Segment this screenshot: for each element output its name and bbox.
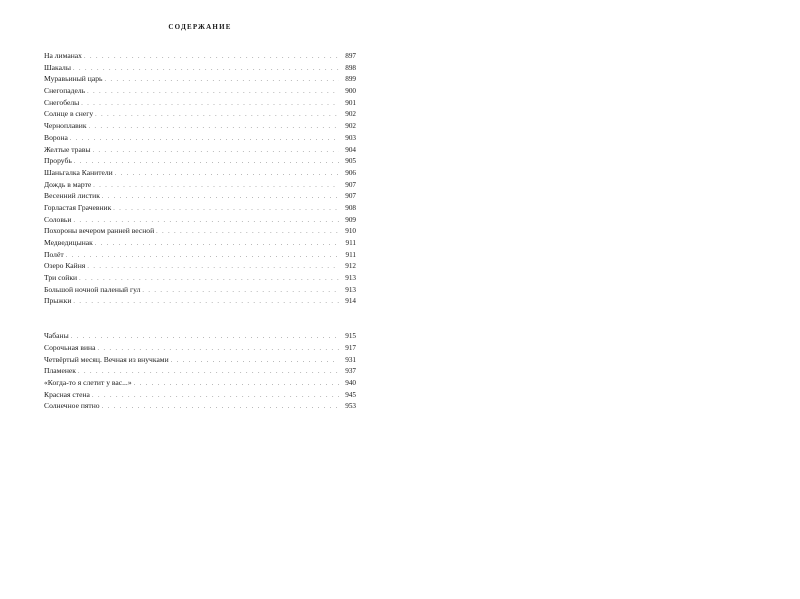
toc-entry-title: Шакалы [44,62,71,72]
toc-entry-page-number: 907 [345,192,356,201]
toc-entry-page-number: 915 [345,332,356,341]
toc-entry-page-number: 899 [345,75,356,84]
toc-entry-title: Похороны вечером ранней весной [44,226,155,236]
dot-leader [81,99,339,111]
dot-leader [70,134,339,146]
toc-entry[interactable] [44,179,356,191]
toc-entry-page-number: 909 [345,215,356,224]
dot-leader [102,192,339,204]
toc-entry-page-number: 917 [345,343,356,352]
toc-entry[interactable] [44,50,356,62]
toc-entry-page-number: 906 [345,168,356,177]
dot-leader [87,262,339,274]
toc-entry-title: Снегопадель [44,86,86,96]
toc-entry-title: Чабаны [44,331,69,341]
toc-entry[interactable] [44,354,356,366]
toc-entry[interactable] [44,155,356,167]
toc-entry-title: Весенний листик [44,191,100,201]
toc-entry-page-number: 913 [345,285,356,294]
toc-entry-page-number: 913 [345,274,356,283]
toc-entry-title: Полёт [44,249,64,259]
toc-entry-page-number: 911 [345,239,356,247]
toc-entry-title: Большой ночной паленый гул [44,284,141,294]
dot-leader [73,297,339,309]
toc-entry[interactable] [44,249,356,261]
toc-entry-title: Шаньгалка Канители [44,167,113,177]
toc-entry[interactable] [44,202,356,214]
toc-entry-title: Четвёртый месяц. Вечная из внучками [44,354,169,364]
toc-entry[interactable] [44,108,356,120]
dot-leader [71,332,339,344]
toc-entry-title: Прыжки [44,296,72,306]
dot-leader [92,391,339,403]
toc-entry[interactable] [44,389,356,401]
toc-entry[interactable] [44,190,356,202]
toc-entry-page-number: 904 [345,145,356,154]
dot-leader [171,356,339,368]
toc-entry[interactable] [44,167,356,179]
dot-leader [84,52,339,64]
toc-entry-title: Красная стена [44,389,90,399]
toc-entry-title: Соловьи [44,214,72,224]
toc-entry-page-number: 911 [345,250,356,259]
dot-leader [93,181,339,193]
dot-leader [104,75,339,87]
toc-entry-title: Пламенек [44,366,76,376]
toc-entry-page-number: 940 [345,378,356,387]
toc-group [44,50,356,307]
toc-entry[interactable] [44,85,356,97]
dot-leader [115,169,339,181]
toc-entry-page-number: 905 [345,157,356,166]
toc-entry-page-number: 902 [345,110,356,119]
toc-page [44,22,356,412]
toc-entry-page-number: 910 [345,227,356,236]
dot-leader [93,146,339,158]
toc-entry[interactable] [44,284,356,296]
toc-entry[interactable] [44,377,356,389]
toc-entry[interactable] [44,225,356,237]
toc-entry-page-number: 900 [345,87,356,96]
toc-entry[interactable] [44,73,356,85]
dot-leader [102,402,339,414]
toc-entry-title: Солнце в снегу [44,109,94,119]
toc-entry[interactable] [44,144,356,156]
toc-entry[interactable] [44,365,356,377]
dot-leader [89,122,339,134]
toc-entry[interactable] [44,132,356,144]
toc-entry-page-number: 908 [345,203,356,212]
toc-entry-title: Озеро Кайня [44,261,86,271]
toc-entry[interactable] [44,260,356,272]
dot-leader [66,251,339,263]
toc-entry-title: Снегобелы [44,97,80,107]
toc-entry-title: «Когда-то я слетит у вас...» [44,377,132,387]
dot-leader [134,379,339,391]
toc-entry-title: Медведицынак [44,238,93,247]
toc-entry-page-number: 953 [345,402,356,411]
toc-entry-title: Ворона [44,132,68,142]
toc-entry[interactable] [44,400,356,412]
toc-entry-title: Солнечное пятно [44,401,100,411]
toc-entry-page-number: 898 [345,63,356,72]
toc-entry-page-number: 897 [345,52,356,60]
toc-entry-title: Горластая Грачевник [44,202,112,212]
toc-entry-title: Черноплавик [44,121,87,131]
toc-entry[interactable] [44,62,356,74]
dot-leader [95,239,339,251]
toc-entry-title: Желтые травы [44,144,91,154]
toc-entry[interactable] [44,120,356,132]
toc-entry[interactable] [44,214,356,226]
toc-entry-page-number: 903 [345,133,356,142]
toc-entry[interactable] [44,272,356,284]
dot-leader [113,204,339,216]
toc-entry-page-number: 945 [345,390,356,399]
toc-entry-title: Сорочьная вина [44,342,96,352]
dot-leader [142,286,339,298]
toc-entry-title: Прорубь [44,156,72,166]
toc-entry[interactable] [44,330,356,342]
toc-entry-page-number: 902 [345,122,356,131]
toc-entry[interactable] [44,342,356,354]
toc-entry[interactable] [44,295,356,307]
dot-leader [156,227,339,239]
toc-entry-page-number: 914 [345,297,356,306]
toc-list [44,50,356,412]
toc-entry-page-number: 937 [345,367,356,376]
toc-entry[interactable] [44,237,356,249]
dot-leader [95,110,339,122]
toc-entry-title: На лиманах [44,51,82,60]
toc-entry[interactable] [44,97,356,109]
toc-entry-page-number: 912 [345,262,356,271]
dot-leader [73,64,339,76]
toc-entry-page-number: 901 [345,98,356,107]
dot-leader [87,87,339,99]
toc-group [44,330,356,412]
toc-entry-title: Муравьиный царь [44,74,103,84]
toc-entry-page-number: 907 [345,180,356,189]
toc-entry-title: Три сойки [44,273,78,283]
page-title: СОДЕРЖАНИЕ [168,23,232,31]
toc-entry-page-number: 931 [345,355,356,364]
toc-entry-title: Дождь в марте [44,179,92,189]
